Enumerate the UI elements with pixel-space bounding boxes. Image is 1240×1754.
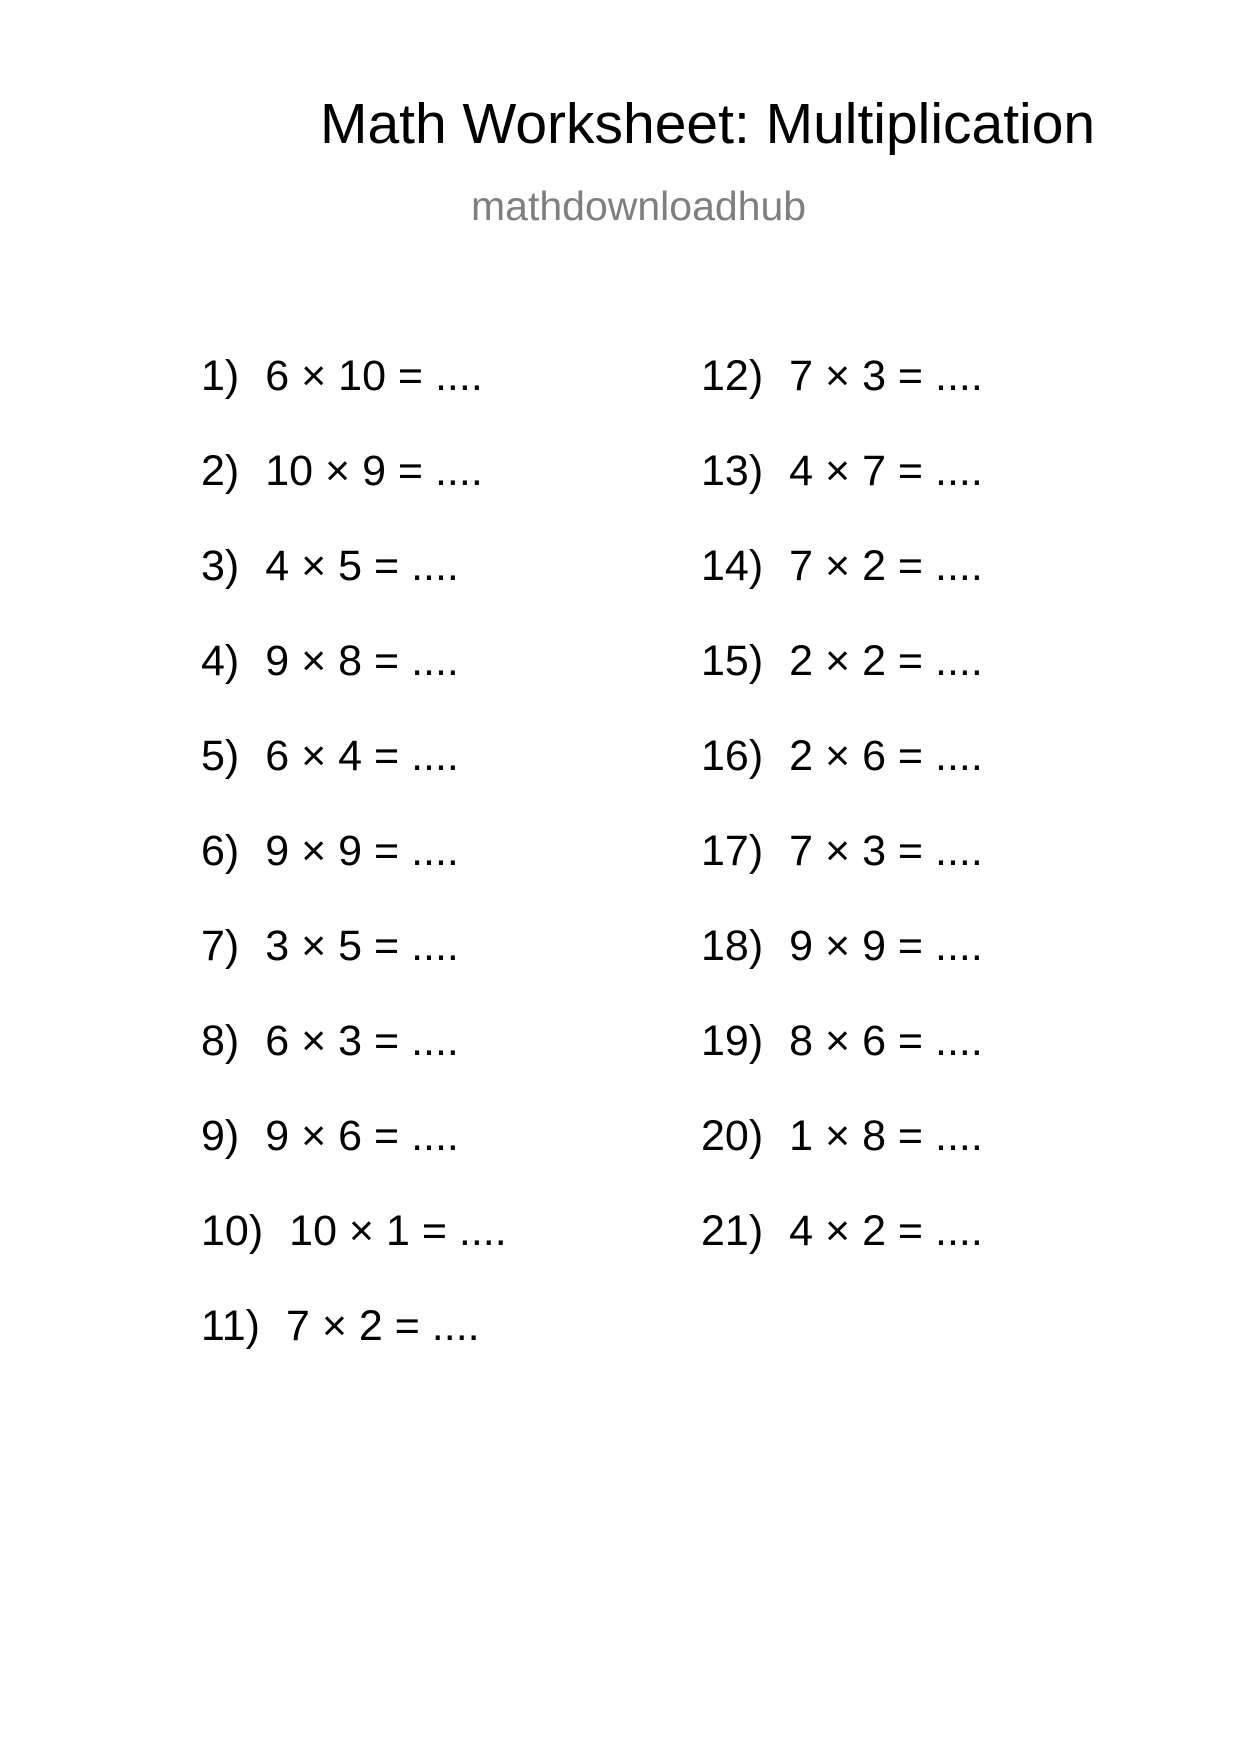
problem-expression: 6 × 3 = ....	[265, 1017, 459, 1065]
problem-number: 13)	[701, 447, 764, 495]
problem-item	[701, 352, 983, 450]
problem-number: 14)	[701, 542, 764, 590]
problem-number: 6)	[201, 827, 240, 875]
problem-expression: 7 × 2 = ....	[285, 1302, 480, 1350]
worksheet-title: Math Worksheet: Multiplication	[320, 92, 1096, 156]
problem-expression: 6 × 10 = ....	[265, 352, 483, 400]
problem-item	[201, 447, 507, 545]
problem-expression: 7 × 3 = ....	[789, 827, 983, 875]
problem-number: 4)	[201, 637, 240, 685]
problem-item	[201, 1207, 507, 1305]
problem-expression: 10 × 9 = ....	[265, 447, 483, 495]
problem-number: 12)	[701, 352, 764, 400]
problem-item	[201, 542, 507, 640]
problem-expression: 4 × 7 = ....	[789, 447, 983, 495]
problem-item	[701, 1112, 983, 1210]
problem-number: 17)	[701, 827, 764, 875]
problem-item	[701, 1207, 983, 1305]
problem-number: 10)	[201, 1207, 264, 1255]
problem-number: 20)	[701, 1112, 764, 1160]
problem-number: 15)	[701, 637, 764, 685]
problem-expression: 9 × 6 = ....	[265, 1112, 459, 1160]
problem-number: 21)	[701, 1207, 764, 1255]
problem-expression: 2 × 6 = ....	[789, 732, 983, 780]
problem-number: 1)	[201, 352, 240, 400]
problem-expression: 3 × 5 = ....	[265, 922, 459, 970]
problem-expression: 8 × 6 = ....	[789, 1017, 983, 1065]
problem-column-right	[701, 352, 983, 1305]
problem-expression: 9 × 8 = ....	[265, 637, 459, 685]
problem-number: 5)	[201, 732, 240, 780]
problem-item	[201, 922, 507, 1020]
problem-number: 9)	[201, 1112, 240, 1160]
problem-item	[701, 542, 983, 640]
problem-item	[701, 637, 983, 735]
problem-number: 7)	[201, 922, 240, 970]
problem-item	[201, 732, 507, 830]
problem-item	[701, 447, 983, 545]
problem-number: 2)	[201, 447, 240, 495]
problem-expression: 9 × 9 = ....	[789, 922, 983, 970]
problem-expression: 4 × 5 = ....	[265, 542, 459, 590]
problem-item	[201, 827, 507, 925]
problem-number: 16)	[701, 732, 764, 780]
problem-expression: 7 × 2 = ....	[789, 542, 983, 590]
problem-expression: 9 × 9 = ....	[265, 827, 459, 875]
problem-item	[701, 1017, 983, 1115]
problem-expression: 10 × 1 = ....	[289, 1207, 507, 1255]
problem-column-left	[201, 352, 507, 1400]
problem-expression: 2 × 2 = ....	[789, 637, 983, 685]
problem-item	[201, 1017, 507, 1115]
problem-item	[701, 732, 983, 830]
problem-expression: 1 × 8 = ....	[789, 1112, 983, 1160]
problem-item	[201, 352, 507, 450]
problem-expression: 4 × 2 = ....	[789, 1207, 983, 1255]
problem-item	[201, 637, 507, 735]
problem-number: 11)	[201, 1302, 260, 1350]
problem-item	[701, 827, 983, 925]
problem-number: 3)	[201, 542, 240, 590]
problem-number: 18)	[701, 922, 764, 970]
problem-number: 19)	[701, 1017, 764, 1065]
problem-item	[201, 1302, 507, 1400]
problem-item	[701, 922, 983, 1020]
worksheet-source: mathdownloadhub	[471, 183, 807, 229]
problem-item	[201, 1112, 507, 1210]
problem-expression: 6 × 4 = ....	[265, 732, 459, 780]
problem-expression: 7 × 3 = ....	[789, 352, 983, 400]
problem-number: 8)	[201, 1017, 240, 1065]
